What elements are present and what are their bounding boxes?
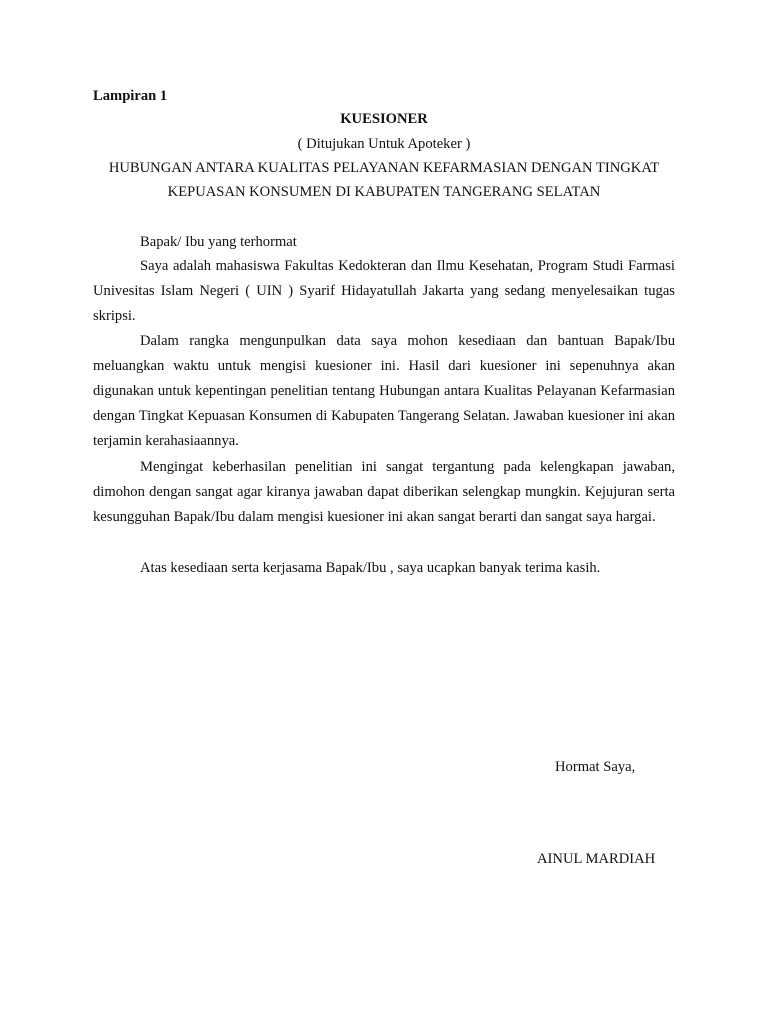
salutation: Bapak/ Ibu yang terhormat [140, 234, 297, 250]
signature-name: AINUL MARDIAH [537, 851, 656, 867]
research-title-line-2: KEPUASAN KONSUMEN DI KABUPATEN TANGERANG SELATAN [167, 184, 601, 200]
paragraph-text: Saya adalah mahasiswa Fakultas Kedokteran dan Ilmu Kesehatan, Program Studi Farmasi Univesitas Islam Negeri ( UIN ) Syarif Hidayatullah Jakarta yang sedang menyelesaikan tugas skripsi. [93, 258, 675, 324]
attachment-label: Lampiran 1 [93, 88, 168, 104]
research-title-line-1: HUBUNGAN ANTARA KUALITAS PELAYANAN KEFARMASIAN DENGAN TINGKAT [108, 160, 660, 176]
paragraph-text: Dalam rangka mengunpulkan data saya mohon kesediaan dan bantuan Bapak/Ibu meluangkan waktu untuk mengisi kuesioner ini. Hasil dari kuesioner ini sepenuhnya akan digunakan untuk kepentingan penelitian tentang Hubungan antara Kualitas Pelayanan Kefarmasian dengan Tingkat Kepuasan Konsumen di Kabupaten Tangerang Selatan. Jawaban kuesioner ini akan terjamin kerahasiaannya. [93, 333, 675, 449]
document-title: KUESIONER [340, 111, 428, 127]
signature-closing: Hormat Saya, [555, 759, 636, 775]
paragraph-text: Mengingat keberhasilan penelitian ini sangat tergantung pada kelengkapan jawaban, dimohon dengan sangat agar kiranya jawaban dapat diberikan selengkap mungkin. Kejujuran serta kesungguhan Bapak/Ibu dalam mengisi kuesioner ini akan sangat berarti dan sangat saya hargai. [93, 459, 675, 525]
letter-paragraph-2 [93, 329, 675, 454]
letter-paragraph-1 [93, 254, 675, 329]
letter-paragraph-4 [93, 556, 675, 581]
paragraph-text: Atas kesediaan serta kerjasama Bapak/Ibu , saya ucapkan banyak terima kasih. [140, 560, 601, 576]
letter-paragraph-3 [93, 455, 675, 530]
document-subtitle: ( Ditujukan Untuk Apoteker ) [297, 136, 471, 152]
